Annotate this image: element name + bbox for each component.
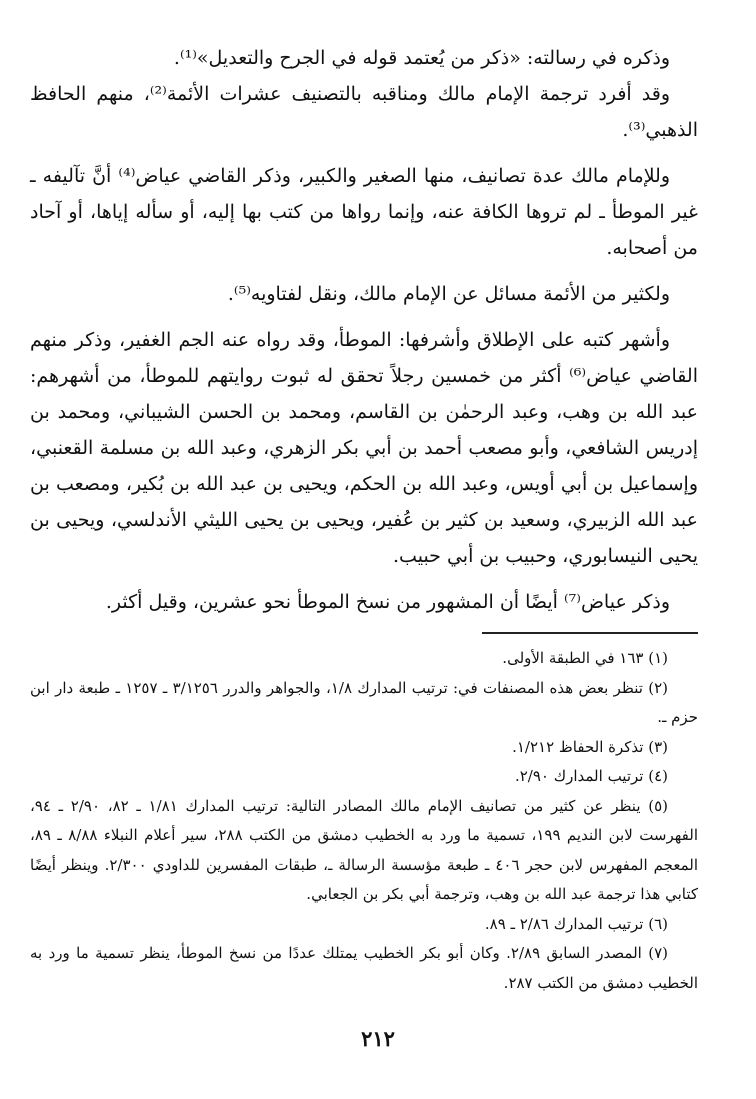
footnotes [30, 644, 698, 998]
footnote-4: (٤) ترتيب المدارك ٢/٩٠. [514, 767, 668, 785]
main-text [30, 40, 698, 620]
footnote-3: (٣) تذكرة الحفاظ ١/٢١٢. [512, 737, 668, 756]
footnote-7: (٧) المصدر السابق ٢/٨٩. وكان أبو بكر الخطيب يمتلك عددًا من نسخ الموطأ، ينظر تسمية ما ورد به الخطيب دمشق من الكتب ٢٨٧. [30, 944, 698, 992]
paragraph-6: وذكر عياض⁽⁷⁾ أيضًا أن المشهور من نسخ الموطأ نحو عشرين، وقيل أكثر. [105, 591, 670, 613]
paragraph-1: وذكره في رسالته: «ذكر من يُعتمد قوله في الجرح والتعديل»⁽¹⁾. [173, 47, 670, 69]
paragraph-3: وللإمام مالك عدة تصانيف، منها الصغير والكبير، وذكر القاضي عياض⁽⁴⁾ أنَّ تآليفه ـ غير الموطأ ـ لم تروها الكافة عنه، وإنما رواها من كتب بها إليه، أو سأله إياها، أو آحاد من أصحابه. [30, 165, 698, 259]
footnote-1: (١) ١٦٣ في الطبقة الأولى. [502, 649, 668, 667]
page-number: ٢١٢ [361, 1026, 395, 1051]
footnote-divider [482, 632, 698, 634]
footnote-6: (٦) ترتيب المدارك ٢/٨٦ ـ ٨٩. [484, 914, 668, 933]
footnote-2: (٢) تنظر بعض هذه المصنفات في: ترتيب المدارك ١/٨، والجواهر والدرر ٣/١٢٥٦ ـ ١٢٥٧ ـ طبعة دار ابن حزم ـ. [30, 678, 698, 726]
paragraph-5: وأشهر كتبه على الإطلاق وأشرفها: الموطأ، وقد رواه عنه الجم الغفير، وذكر منهم القاضي عياض⁽⁶⁾ أكثر من خمسين رجلاً تحقق له ثبوت روايتهم للموطأ، من أشهرهم: عبد الله بن وهب، وعبد الرحمٰن بن القاسم، ومحمد بن الحسن الشيباني، ومحمد بن إدريس الشافعي، وأبو مصعب أحمد بن أبي بكر الزهري، وعبد الله بن مسلمة القعنبي، وإسماعيل بن أبي أويس، وعبد الله بن الحكم، ويحيى بن عبد الله بن بُكير، ومصعب بن عبد الله الزبيري، وسعيد بن كثير بن عُفير، ويحيى بن يحيى الليثي الأندلسي، ويحيى بن يحيى النيسابوري، وحبيب بن أبي حبيب. [30, 329, 698, 567]
paragraph-4: ولكثير من الأئمة مسائل عن الإمام مالك، ونقل لفتاويه⁽⁵⁾. [227, 283, 670, 305]
paragraph-2: وقد أفرد ترجمة الإمام مالك ومناقبه بالتصنيف عشرات الأئمة⁽²⁾، منهم الحافظ الذهبي⁽³⁾. [30, 83, 698, 141]
footnote-5: (٥) ينظر عن كثير من تصانيف الإمام مالك المصادر التالية: ترتيب المدارك ١/٨١ ـ ٨٢، ٢/٩٠ ـ ٩٤، الفهرست لابن النديم ١٩٩، تسمية ما ورد به الخطيب دمشق من الكتب ٢٨٨، سير أعلام النبلاء ٨/٨٨ ـ ٨٩، المعجم المفهرس لابن حجر ٤٠٦ ـ طبعة مؤسسة الرسالة ـ، طبقات المفسرين للداودي ٢/٣٠٠. وينظر أيضًا كتابي هذا ترجمة عبد الله بن وهب، وترجمة أبي بكر بن الجعابي. [30, 796, 699, 903]
